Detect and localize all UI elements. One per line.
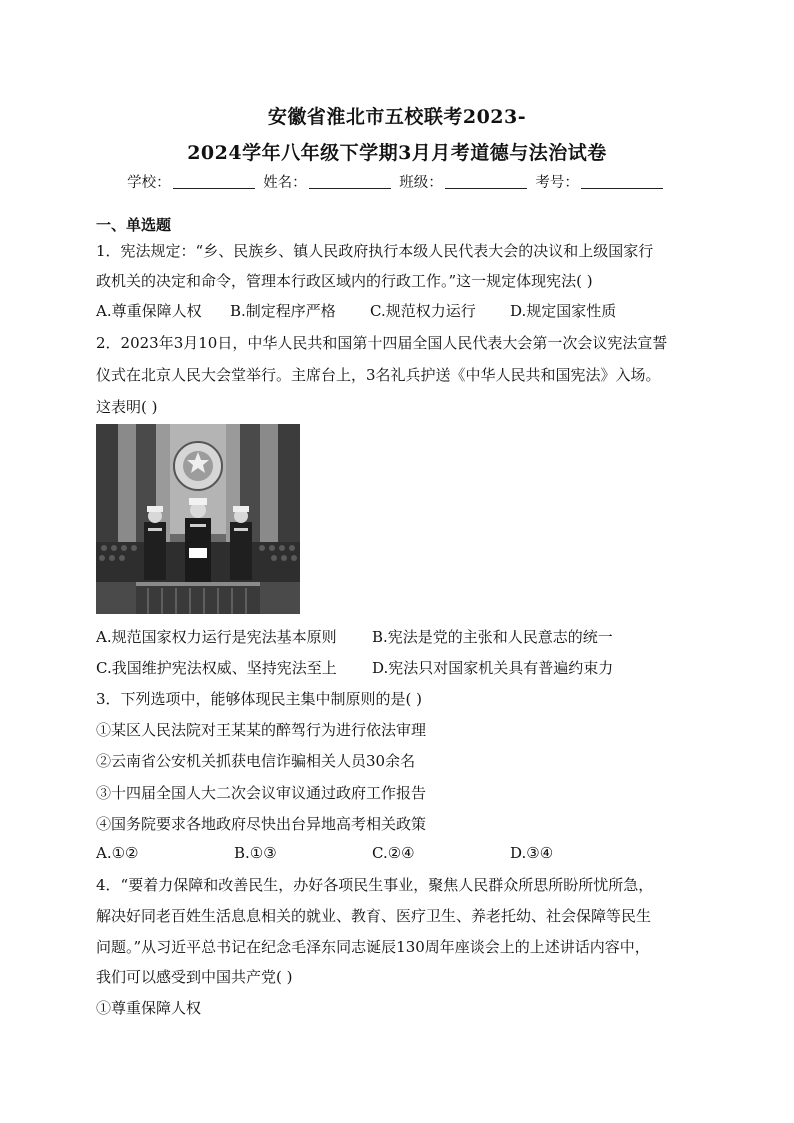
q3-item-3: ③十四届全国人大二次会议审议通过政府工作报告 [96, 784, 427, 802]
q3-stem: 3．下列选项中，能够体现民主集中制原则的是( ) [96, 690, 423, 708]
q3-option-c[interactable]: C.②④ [372, 844, 415, 862]
q1-option-c[interactable]: C.规范权力运行 [370, 302, 476, 320]
q1-options [96, 300, 616, 321]
q2-options-row2 [96, 657, 613, 678]
name-label: 姓名： [263, 175, 307, 191]
q2-option-a[interactable]: A.规范国家权力运行是宪法基本原则 [96, 628, 337, 646]
q4-stem-line3: 问题。”从习近平总书记在纪念毛泽东同志诞辰130周年座谈会上的上述讲话内容中， [96, 938, 650, 956]
constitution-oath-ceremony-photo [96, 424, 300, 614]
q3-options [96, 844, 553, 862]
q1-option-d[interactable]: D.规定国家性质 [510, 302, 617, 320]
q3-option-a[interactable]: A.①② [96, 844, 139, 862]
q4-stem-line4: 我们可以感受到中国共产党( ) [96, 968, 293, 986]
school-label: 学校： [127, 175, 171, 191]
class-label: 班级： [399, 175, 443, 191]
q1-stem-line2: 政机关的决定和命令，管理本行政区域内的行政工作。”这一规定体现宪法( ) [96, 272, 593, 290]
q4-item-1: ①尊重保障人权 [96, 999, 202, 1017]
q2-stem-line3: 这表明( ) [96, 398, 158, 416]
q2-stem-line1: 2．2023年3月10日，中华人民共和国第十四届全国人民代表大会第一次会议宪法宣誓 [96, 334, 668, 352]
q1-option-a[interactable]: A.尊重保障人权 [96, 302, 202, 320]
q3-item-1: ①某区人民法院对王某某的醉驾行为进行依法审理 [96, 721, 427, 739]
q2-option-c[interactable]: C.我国维护宪法权威、坚持宪法至上 [96, 659, 337, 677]
q4-stem-line2: 解决好同老百姓生活息息相关的就业、教育、医疗卫生、养老托幼、社会保障等民生 [96, 907, 652, 925]
class-blank[interactable] [445, 174, 527, 189]
exam-title-line2: 2024学年八年级下学期3月月考道德与法治试卷 [187, 142, 607, 164]
q3-option-d[interactable]: D.③④ [510, 844, 554, 862]
q2-option-b[interactable]: B.宪法是党的主张和人民意志的统一 [372, 628, 613, 646]
q3-item-2: ②云南省公安机关抓获电信诈骗相关人员30余名 [96, 752, 416, 770]
q2-options-row1 [96, 626, 613, 647]
exam-no-label: 考号： [535, 175, 579, 191]
exam-title-line1: 安徽省淮北市五校联考2023- [267, 106, 527, 128]
student-info-row [0, 171, 794, 192]
q1-option-b[interactable]: B.制定程序严格 [230, 302, 336, 320]
q4-stem-line1: 4．“要着力保障和改善民生，办好各项民生事业，聚焦人民群众所思所盼所忧所急， [96, 876, 654, 894]
name-blank[interactable] [309, 174, 391, 189]
q1-stem-line1: 1．宪法规定：“乡、民族乡、镇人民政府执行本级人民代表大会的决议和上级国家行 [96, 242, 654, 260]
q3-option-b[interactable]: B.①③ [234, 844, 277, 862]
q2-option-d[interactable]: D.宪法只对国家机关具有普遍约束力 [372, 659, 614, 677]
q3-item-4: ④国务院要求各地政府尽快出台异地高考相关政策 [96, 815, 427, 833]
exam-no-blank[interactable] [581, 174, 663, 189]
school-blank[interactable] [173, 174, 255, 189]
section-heading: 一、单选题 [96, 216, 172, 234]
q2-stem-line2: 仪式在北京人民大会堂举行。主席台上，3名礼兵护送《中华人民共和国宪法》入场。 [96, 366, 661, 384]
